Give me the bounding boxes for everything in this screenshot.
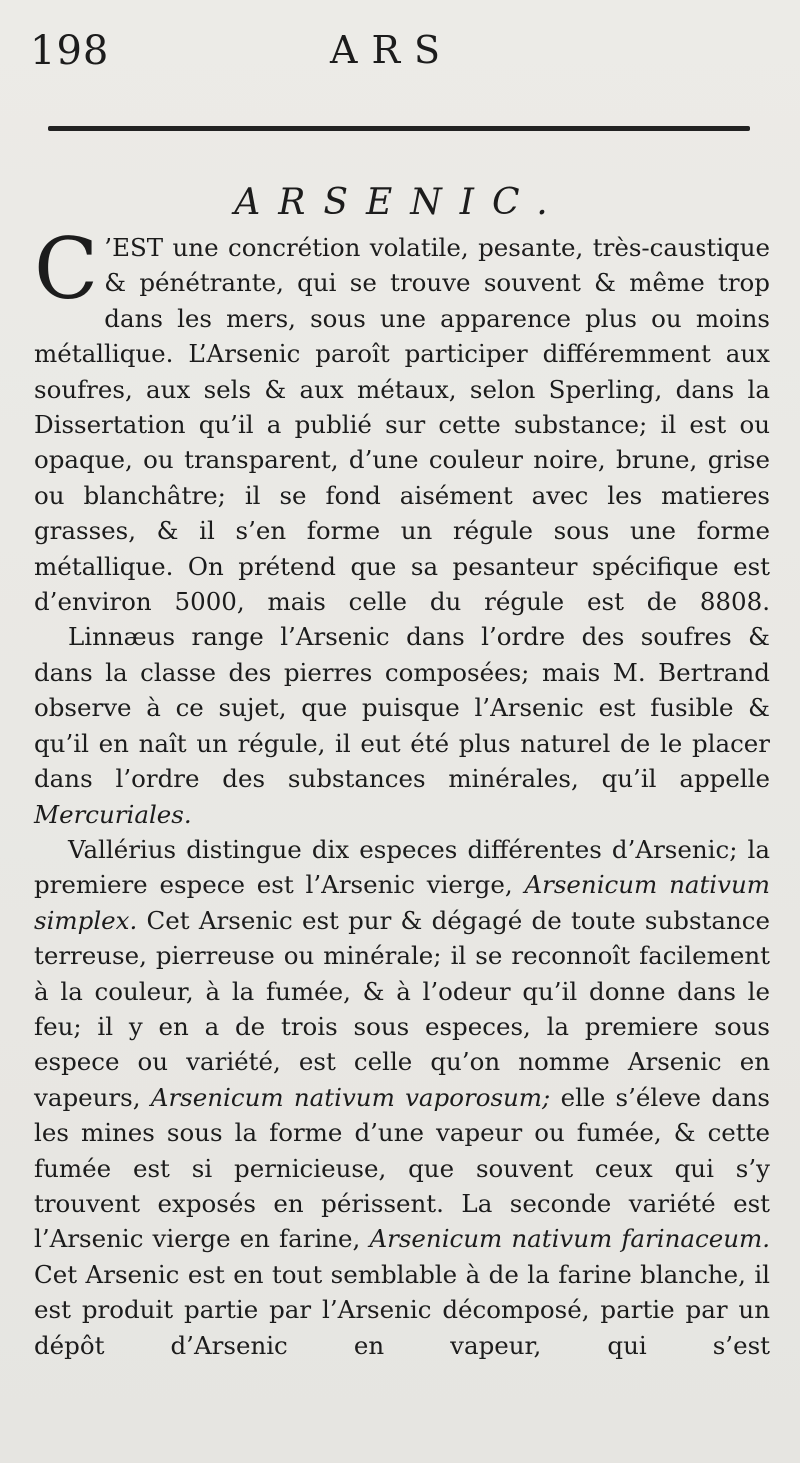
latin-term-3: Arsenicum nativum farinaceum. <box>369 1224 770 1254</box>
paragraph-3-text-3: elle s’éleve dans les mines sous la forme d’une vapeur ou fumée, & cette fumée est si pernicieuse, que souvent ceux qui s’y trouvent exposés en périssent. La seconde variété est l’Arsenic vierge en farine, <box>34 1082 770 1254</box>
running-head: ARS <box>330 28 455 72</box>
paragraph-3-text-2: Cet Arsenic est pur & dégagé de toute substance terreuse, pierreuse ou minérale; il se reconnoît facilement à la couleur, à la fumée, & à l’odeur qu’il donne dans le feu; il y en a de trois sous especes, la premiere sous espece ou variété, est celle qu’on nomme Arsenic en vapeurs, <box>34 905 770 1112</box>
paragraph-3-text-1: Vallérius distingue dix especes différentes d’Arsenic; la premiere espece est l’Arsenic vierge, <box>34 834 770 900</box>
paragraph-2-text: Linnæus range l’Arsenic dans l’ordre des soufres & dans la classe des pierres composées; mais M. Bertrand observe à ce sujet, que puisque l’Arsenic est fusible & qu’il en naît un régule, il eut été plus naturel de le placer dans l’ordre des substances minérales, qu’il appelle <box>34 622 770 794</box>
paragraph-1-lead: ’EST <box>104 233 164 262</box>
latin-term-2: Arsenicum nativum vaporosum; <box>150 1082 551 1112</box>
article-body <box>34 220 770 1363</box>
page-number: 198 <box>30 28 110 74</box>
paragraph-1-text: une concrétion volatile, pesante, très-caustique & pénétrante, qui se trouve souvent & même trop dans les mers, sous une apparence plus ou moins métallique. L’Arsenic paroît participer différemment aux soufres, aux sels & aux métaux, selon Sperling, dans la Dissertation qu’il a publié sur cette substance; il est ou opaque, ou transparent, d’une couleur noire, brune, grise ou blanchâtre; il se fond aisément avec les matieres grasses, & il s’en forme un régule sous une forme métallique. On prétend que sa pesanteur spécifique est d’environ 5000, mais celle du régule est de 8808. <box>34 233 770 617</box>
paragraph-3 <box>34 832 770 1363</box>
drop-cap: C <box>34 220 99 318</box>
paragraph-1 <box>34 220 770 619</box>
header-rule <box>48 126 750 131</box>
article-title: ARSENIC. <box>234 182 566 223</box>
paragraph-2-italic: Mercuriales. <box>34 799 192 829</box>
paragraph-3-text-4: Cet Arsenic est en tout semblable à de la farine blanche, il est produit partie par l’Arsenic décomposé, partie par un dépôt d’Arsenic en vapeur, qui s’est <box>34 1259 770 1360</box>
paragraph-2 <box>34 619 770 831</box>
latin-term-1: Arsenicum nativum simplex. <box>34 870 770 935</box>
